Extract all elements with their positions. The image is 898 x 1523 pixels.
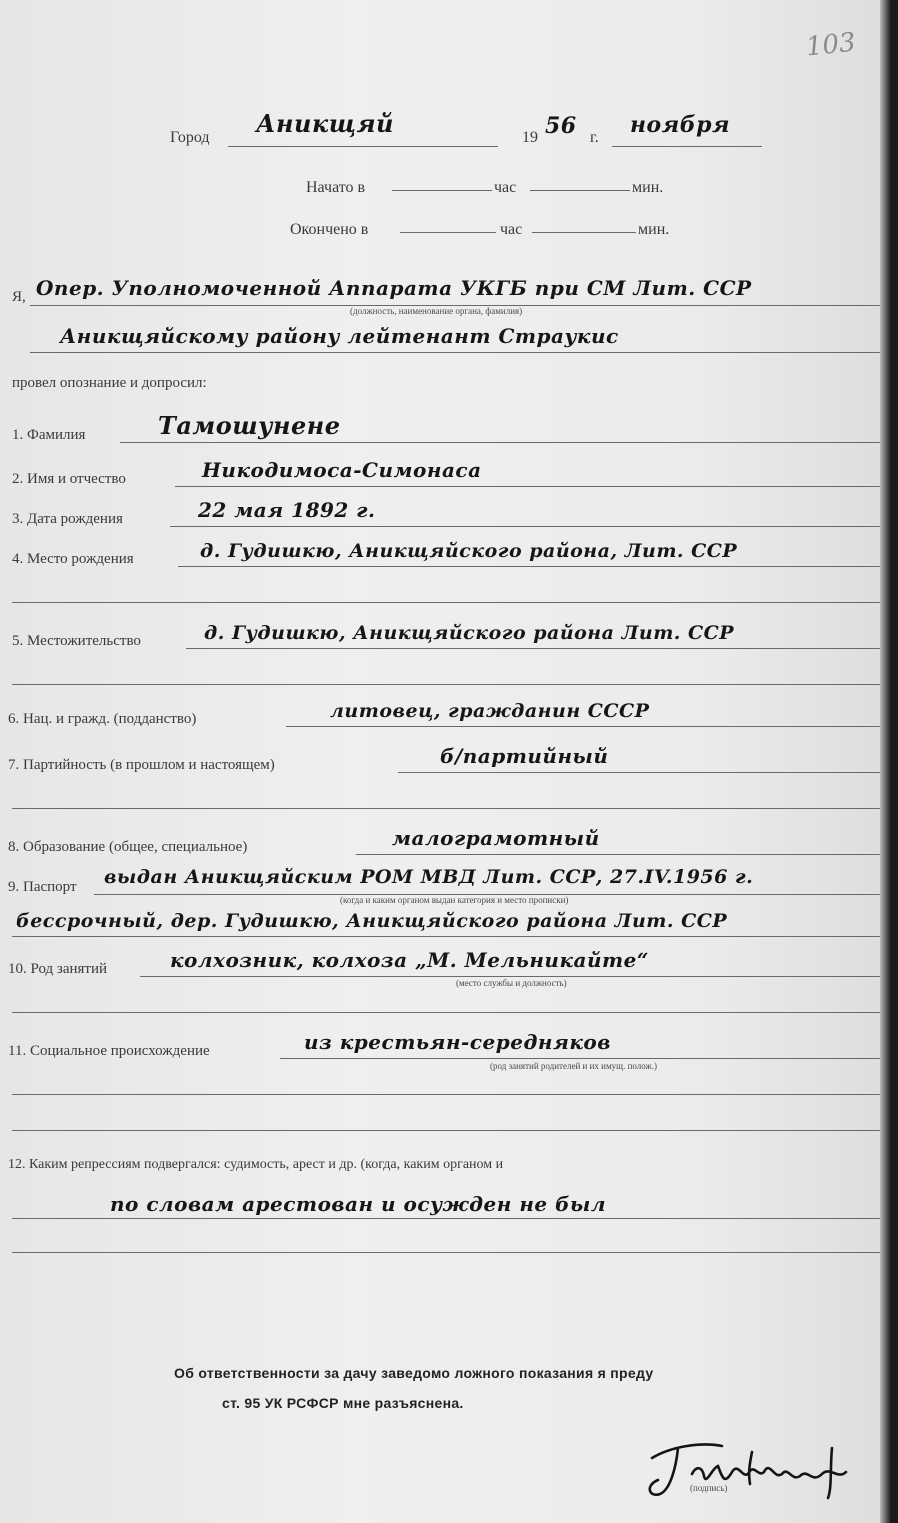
field-passport-caption: (когда и каким органом выдан категория и место прописки) bbox=[340, 895, 569, 905]
year-value: 56 bbox=[545, 113, 577, 139]
field-party-label: 7. Партийность (в прошлом и настоящем) bbox=[8, 757, 275, 773]
warning-line-2: ст. 95 УК РСФСР мне разъяснена. bbox=[222, 1395, 464, 1411]
field-education-line bbox=[356, 854, 880, 855]
year-prefix: 19 bbox=[522, 129, 538, 146]
officer-caption: (должность, наименование органа, фамилия) bbox=[350, 306, 523, 316]
ended-minute-line bbox=[532, 232, 636, 233]
field-origin-line bbox=[280, 1058, 880, 1059]
field-surname-line bbox=[120, 442, 880, 443]
field-education-label: 8. Образование (общее, специальное) bbox=[8, 839, 248, 855]
field-party-line bbox=[398, 772, 880, 773]
started-hour-label: час bbox=[494, 179, 517, 196]
year-suffix: г. bbox=[590, 129, 599, 146]
field-repressions-label: 12. Каким репрессиям подвергался: судимость, арест и др. (когда, каким органом и bbox=[8, 1157, 504, 1172]
field-occupation-line-2 bbox=[12, 1012, 880, 1013]
city-value: Аникщяй bbox=[256, 109, 395, 138]
month-value: ноября bbox=[630, 112, 731, 138]
started-hour-line bbox=[392, 190, 492, 191]
field-birthplace-value: д. Гудишкю, Аникщяйского района, Лит. ССР bbox=[200, 540, 738, 562]
field-birthdate-value: 22 мая 1892 г. bbox=[198, 498, 376, 522]
field-education-value: малограмотный bbox=[392, 826, 600, 850]
field-origin-value: из крестьян-середняков bbox=[304, 1030, 611, 1054]
started-minute-line bbox=[530, 190, 630, 191]
field-party-value: б/партийный bbox=[440, 744, 609, 768]
field-occupation-value: колхозник, колхоза „М. Мельникайте“ bbox=[170, 948, 649, 972]
ended-hour-label: час bbox=[500, 221, 523, 238]
field-passport-value: выдан Аникщяйским РОМ МВД Лит. ССР, 27.IV.1956 г. bbox=[104, 866, 754, 888]
field-birthplace-line-2 bbox=[12, 602, 880, 603]
city-underline bbox=[228, 146, 498, 147]
field-birthplace-line bbox=[178, 566, 880, 567]
field-nationality-label: 6. Нац. и гражд. (подданство) bbox=[8, 711, 197, 727]
ended-label: Окончено в bbox=[290, 221, 369, 238]
field-name-label: 2. Имя и отчество bbox=[12, 471, 126, 487]
field-origin-caption: (род занятий родителей и их имущ. полож.) bbox=[490, 1061, 658, 1071]
field-passport-line-2 bbox=[12, 936, 880, 937]
field-birthdate-label: 3. Дата рождения bbox=[12, 511, 123, 527]
month-underline bbox=[612, 146, 762, 147]
city-label: Город bbox=[170, 129, 210, 146]
field-nationality-value: литовец, гражданин СССР bbox=[330, 700, 650, 722]
field-residence-label: 5. Местожительство bbox=[12, 633, 141, 649]
field-occupation-line bbox=[140, 976, 880, 977]
field-name-line bbox=[175, 486, 880, 487]
field-repressions-line-2 bbox=[12, 1252, 880, 1253]
ended-hour-line bbox=[400, 232, 496, 233]
field-birthdate-line bbox=[170, 526, 880, 527]
field-passport-value-2: бессрочный, дер. Гудишкю, Аникщяйского района Лит. ССР bbox=[16, 910, 728, 932]
field-occupation-caption: (место службы и должность) bbox=[456, 978, 567, 988]
field-surname-label: 1. Фамилия bbox=[12, 427, 86, 443]
officer-underline-2 bbox=[30, 352, 880, 353]
officer-line-2: Аникщяйскому району лейтенант Страукис bbox=[60, 324, 619, 348]
field-surname-value: Тамошунене bbox=[158, 411, 341, 440]
field-repressions-value: по словам арестован и осужден не был bbox=[110, 1192, 607, 1216]
field-residence-line-2 bbox=[12, 684, 880, 685]
started-minute-label: мин. bbox=[632, 179, 664, 196]
field-party-line-2 bbox=[12, 808, 880, 809]
field-origin-line-3 bbox=[12, 1130, 880, 1131]
handwritten-signature bbox=[632, 1428, 880, 1508]
field-repressions-line bbox=[12, 1218, 880, 1219]
started-label: Начато в bbox=[306, 179, 366, 196]
field-residence-line bbox=[186, 648, 880, 649]
ended-minute-label: мин. bbox=[638, 221, 670, 238]
officer-line-1: Опер. Уполномоченной Аппарата УКГБ при СМ Лит. ССР bbox=[36, 276, 752, 300]
field-origin-label: 11. Социальное происхождение bbox=[8, 1043, 210, 1059]
intro-text: провел опознание и допросил: bbox=[12, 375, 207, 391]
field-residence-value: д. Гудишкю, Аникщяйского района Лит. ССР bbox=[204, 622, 735, 644]
warning-line-1: Об ответственности за дачу заведомо ложного показания я преду bbox=[174, 1365, 654, 1381]
field-passport-label: 9. Паспорт bbox=[8, 879, 77, 895]
field-name-value: Никодимоса-Симонаса bbox=[202, 458, 482, 482]
signature-caption: (подпись) bbox=[690, 1483, 728, 1493]
field-nationality-line bbox=[286, 726, 880, 727]
field-origin-line-2 bbox=[12, 1094, 880, 1095]
field-birthplace-label: 4. Место рождения bbox=[12, 551, 134, 567]
field-occupation-label: 10. Род занятий bbox=[8, 961, 108, 977]
page-edge-shadow bbox=[880, 0, 898, 1523]
officer-prefix: Я, bbox=[12, 289, 26, 305]
page-number-stamp: 103 bbox=[804, 27, 858, 63]
